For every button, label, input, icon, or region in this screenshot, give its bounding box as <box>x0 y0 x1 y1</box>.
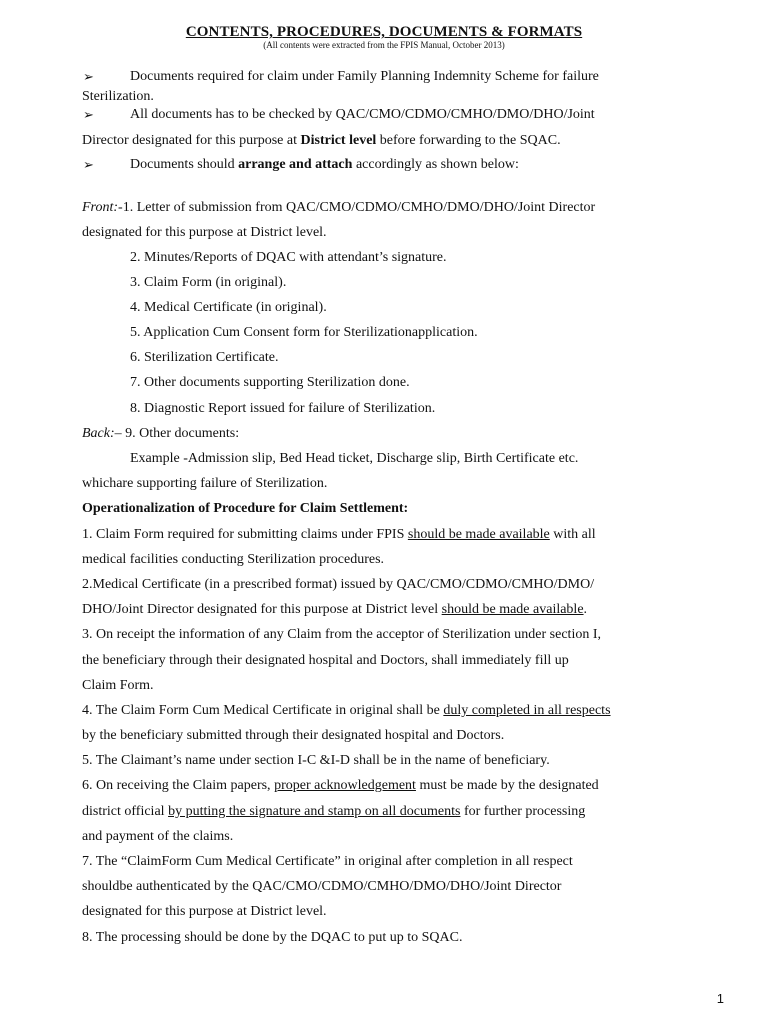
bullet-2-line-2: Director designated for this purpose at District level before forwarding to the SQAC. <box>82 133 561 148</box>
back-example: Example -Admission slip, Bed Head ticket, Discharge slip, Birth Certificate etc. <box>130 451 579 466</box>
front-item: 6. Sterilization Certificate. <box>130 350 279 365</box>
front-item: 5. Application Cum Consent form for Sterilizationapplication. <box>130 325 478 340</box>
procedure-heading: Operationalization of Procedure for Claim Settlement: <box>82 501 409 516</box>
bullet-3-line: Documents should arrange and attach accordingly as shown below: <box>130 157 519 172</box>
front-item: 4. Medical Certificate (in original). <box>130 300 327 315</box>
procedure-7-line-1: 7. The “ClaimForm Cum Medical Certificate” in original after completion in all respect <box>82 854 573 869</box>
procedure-4-line-1: 4. The Claim Form Cum Medical Certificate in original shall be duly completed in all respects <box>82 703 611 718</box>
procedure-7-line-3: designated for this purpose at District level. <box>82 904 327 919</box>
back-line-1: Back:– 9. Other documents: <box>82 426 240 441</box>
front-label: Front: <box>82 200 119 215</box>
document-title: CONTENTS, PROCEDURES, DOCUMENTS & FORMATS <box>185 24 583 40</box>
procedure-7-line-2: shouldbe authenticated by the QAC/CMO/CDMO/CMHO/DMO/DHO/Joint Director <box>82 879 562 894</box>
bullet-1-line-1: Documents required for claim under Family Planning Indemnity Scheme for failure <box>130 69 599 84</box>
procedure-3-line-3: Claim Form. <box>82 678 154 693</box>
procedure-6-line-3: and payment of the claims. <box>82 829 234 844</box>
document-subtitle: (All contents were extracted from the FPIS Manual, October 2013) <box>263 40 505 50</box>
procedure-6-line-1: 6. On receiving the Claim papers, proper acknowledgement must be made by the designated <box>82 778 599 793</box>
procedure-1-line-1: 1. Claim Form required for submitting claims under FPIS should be made available with all <box>82 527 596 542</box>
back-example-cont: whichare supporting failure of Sterilization. <box>82 476 328 491</box>
front-line-2: designated for this purpose at District level. <box>82 225 327 240</box>
procedure-1-line-2: medical facilities conducting Sterilization procedures. <box>82 552 385 567</box>
procedure-4-line-2: by the beneficiary submitted through their designated hospital and Doctors. <box>82 728 505 743</box>
procedure-6-line-2: district official by putting the signature and stamp on all documents for further processing <box>82 804 586 819</box>
bullet-arrow-icon: ➢ <box>83 107 94 122</box>
procedure-2-line-1: 2.Medical Certificate (in a prescribed format) issued by QAC/CMO/CDMO/CMHO/DMO/ <box>82 577 595 592</box>
procedure-3-line-2: the beneficiary through their designated hospital and Doctors, shall immediately fill up <box>82 653 569 668</box>
procedure-8: 8. The processing should be done by the DQAC to put up to SQAC. <box>82 930 463 945</box>
bullet-arrow-icon: ➢ <box>83 157 94 172</box>
procedure-5: 5. The Claimant’s name under section I-C &I-D shall be in the name of beneficiary. <box>82 753 550 768</box>
bullet-2-line-1: All documents has to be checked by QAC/CMO/CDMO/CMHO/DMO/DHO/Joint <box>130 107 595 122</box>
procedure-3-line-1: 3. On receipt the information of any Claim from the acceptor of Sterilization under section I, <box>82 627 601 642</box>
front-item: 3. Claim Form (in original). <box>130 275 287 290</box>
front-line-1: Front:-1. Letter of submission from QAC/CMO/CDMO/CMHO/DMO/DHO/Joint Director <box>82 200 596 215</box>
front-item: 8. Diagnostic Report issued for failure of Sterilization. <box>130 401 436 416</box>
front-item: 7. Other documents supporting Sterilization done. <box>130 375 410 390</box>
procedure-2-line-2: DHO/Joint Director designated for this purpose at District level should be made available. <box>82 602 588 617</box>
back-label: Back: <box>82 426 115 441</box>
page-number: 1 <box>716 991 724 1006</box>
front-item: 2. Minutes/Reports of DQAC with attendant’s signature. <box>130 250 447 265</box>
bullet-1-line-2: Sterilization. <box>82 89 154 104</box>
bullet-arrow-icon: ➢ <box>83 69 94 84</box>
